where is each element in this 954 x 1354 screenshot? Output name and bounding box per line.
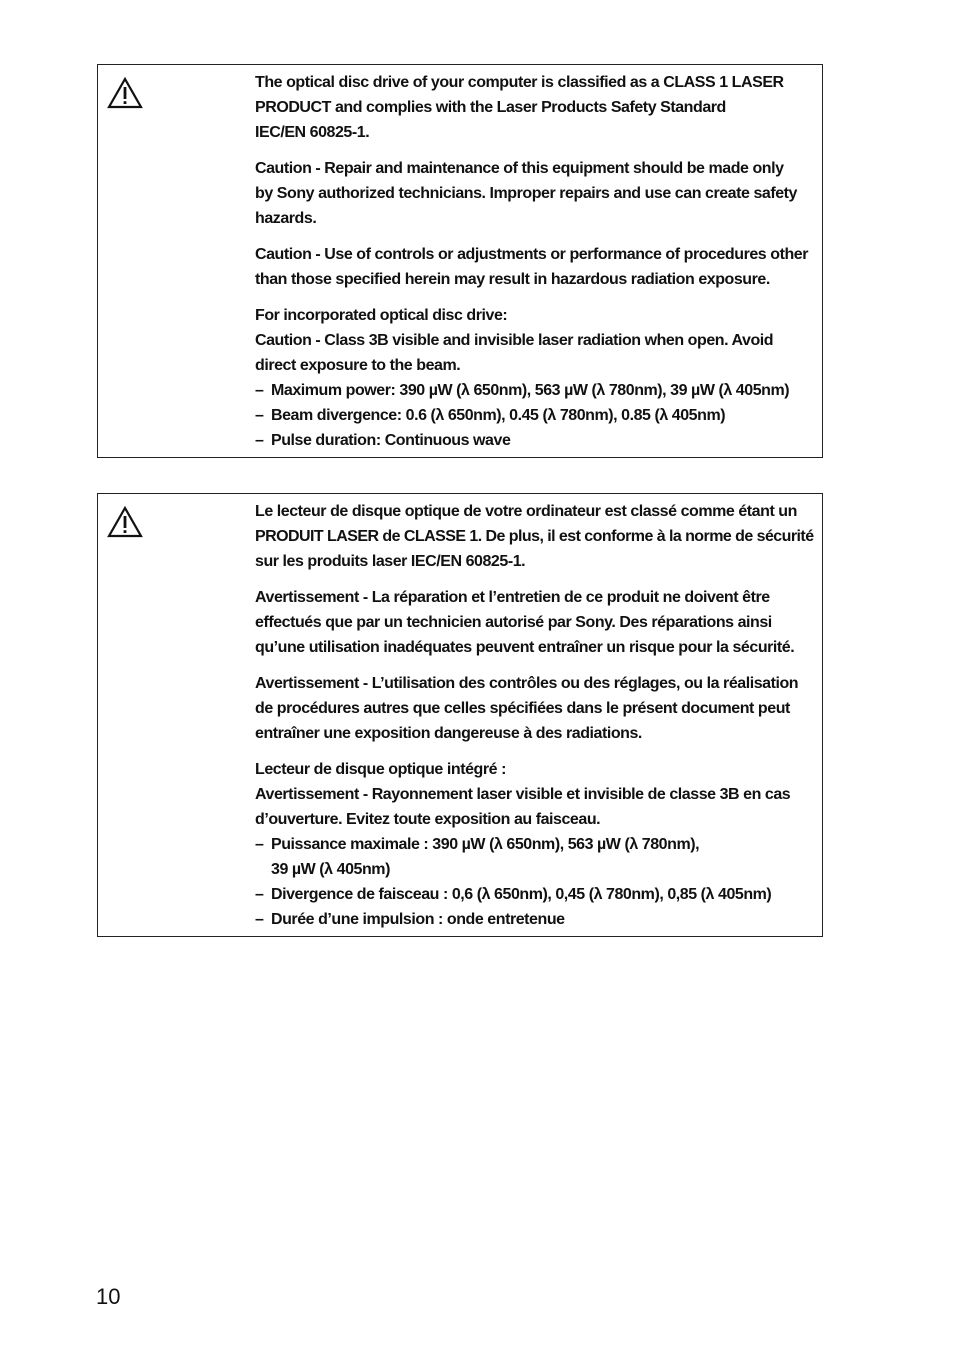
- list-item: [255, 403, 817, 428]
- text-line: Caution - Repair and maintenance of this equipment should be made only: [255, 160, 784, 177]
- text-line: IEC/EN 60825-1.: [255, 124, 370, 141]
- english-paragraph-repair-caution: [255, 156, 817, 231]
- text-line: Caution - Class 3B visible and invisible laser radiation when open. Avoid: [255, 332, 774, 349]
- bullet-dash: –: [255, 432, 264, 449]
- list-item: [255, 882, 817, 907]
- text-line: PRODUIT LASER de CLASSE 1. De plus, il est conforme à la norme de sécurité: [255, 528, 814, 545]
- text-line: Avertissement - L’utilisation des contrôles ou des réglages, ou la réalisation: [255, 675, 799, 692]
- text-line: than those specified herein may result in hazardous radiation exposure.: [255, 271, 770, 288]
- list-item-text: 39 µW (λ 405nm): [271, 861, 390, 878]
- warning-triangle-icon: [107, 77, 143, 109]
- text-line: qu’une utilisation inadéquates peuvent entraîner un risque pour la sécurité.: [255, 639, 795, 656]
- text-line: entraîner une exposition dangereuse à des radiations.: [255, 725, 642, 742]
- english-laser-warning-box: [97, 64, 823, 458]
- text-line: hazards.: [255, 210, 317, 227]
- text-line: Lecteur de disque optique intégré :: [255, 761, 506, 778]
- text-line: Le lecteur de disque optique de votre ordinateur est classé comme étant un: [255, 503, 797, 520]
- list-item-text: Divergence de faisceau : 0,6 (λ 650nm), 0,45 (λ 780nm), 0,85 (λ 405nm): [271, 886, 772, 903]
- english-warning-text: [255, 70, 817, 453]
- bullet-dash: –: [255, 836, 264, 853]
- english-paragraph-controls-caution: [255, 242, 817, 292]
- text-line: Avertissement - Rayonnement laser visible et invisible de classe 3B en cas: [255, 786, 791, 803]
- list-item-text: Puissance maximale : 390 µW (λ 650nm), 563 µW (λ 780nm),: [271, 836, 700, 853]
- text-line: d’ouverture. Evitez toute exposition au faisceau.: [255, 811, 601, 828]
- text-line: effectués que par un technicien autorisé par Sony. Des réparations ainsi: [255, 614, 772, 631]
- french-paragraph-controls-warning: [255, 671, 817, 746]
- french-paragraph-class1: [255, 499, 817, 574]
- french-laser-warning-box: [97, 493, 823, 937]
- text-line: de procédures autres que celles spécifiées dans le présent document peut: [255, 700, 790, 717]
- french-paragraph-repair-warning: [255, 585, 817, 660]
- text-line: The optical disc drive of your computer is classified as a CLASS 1 LASER: [255, 74, 784, 91]
- text-line: by Sony authorized technicians. Improper repairs and use can create safety: [255, 185, 798, 202]
- text-line: sur les produits laser IEC/EN 60825-1.: [255, 553, 526, 570]
- bullet-dash: –: [255, 886, 264, 903]
- list-item: [255, 907, 817, 932]
- french-paragraph-drive-specs: [255, 757, 817, 932]
- list-item-text: Maximum power: 390 µW (λ 650nm), 563 µW (λ 780nm), 39 µW (λ 405nm): [271, 382, 790, 399]
- list-item: [255, 832, 817, 882]
- list-item-text: Durée d’une impulsion : onde entretenue: [271, 911, 565, 928]
- bullet-dash: –: [255, 407, 264, 424]
- bullet-dash: –: [255, 382, 264, 399]
- text-line: Caution - Use of controls or adjustments or performance of procedures other: [255, 246, 809, 263]
- text-line: For incorporated optical disc drive:: [255, 307, 508, 324]
- french-warning-text: [255, 499, 817, 932]
- list-item: [255, 428, 817, 453]
- text-line: direct exposure to the beam.: [255, 357, 461, 374]
- text-line: Avertissement - La réparation et l’entretien de ce produit ne doivent être: [255, 589, 770, 606]
- list-item-text: Beam divergence: 0.6 (λ 650nm), 0.45 (λ 780nm), 0.85 (λ 405nm): [271, 407, 726, 424]
- english-paragraph-drive-specs: [255, 303, 817, 453]
- list-item-text: Pulse duration: Continuous wave: [271, 432, 511, 449]
- page-number: 10: [96, 1284, 121, 1309]
- text-line: PRODUCT and complies with the Laser Products Safety Standard: [255, 99, 726, 116]
- warning-triangle-icon: [107, 506, 143, 538]
- english-paragraph-class1: [255, 70, 817, 145]
- list-item: [255, 378, 817, 403]
- bullet-dash: –: [255, 911, 264, 928]
